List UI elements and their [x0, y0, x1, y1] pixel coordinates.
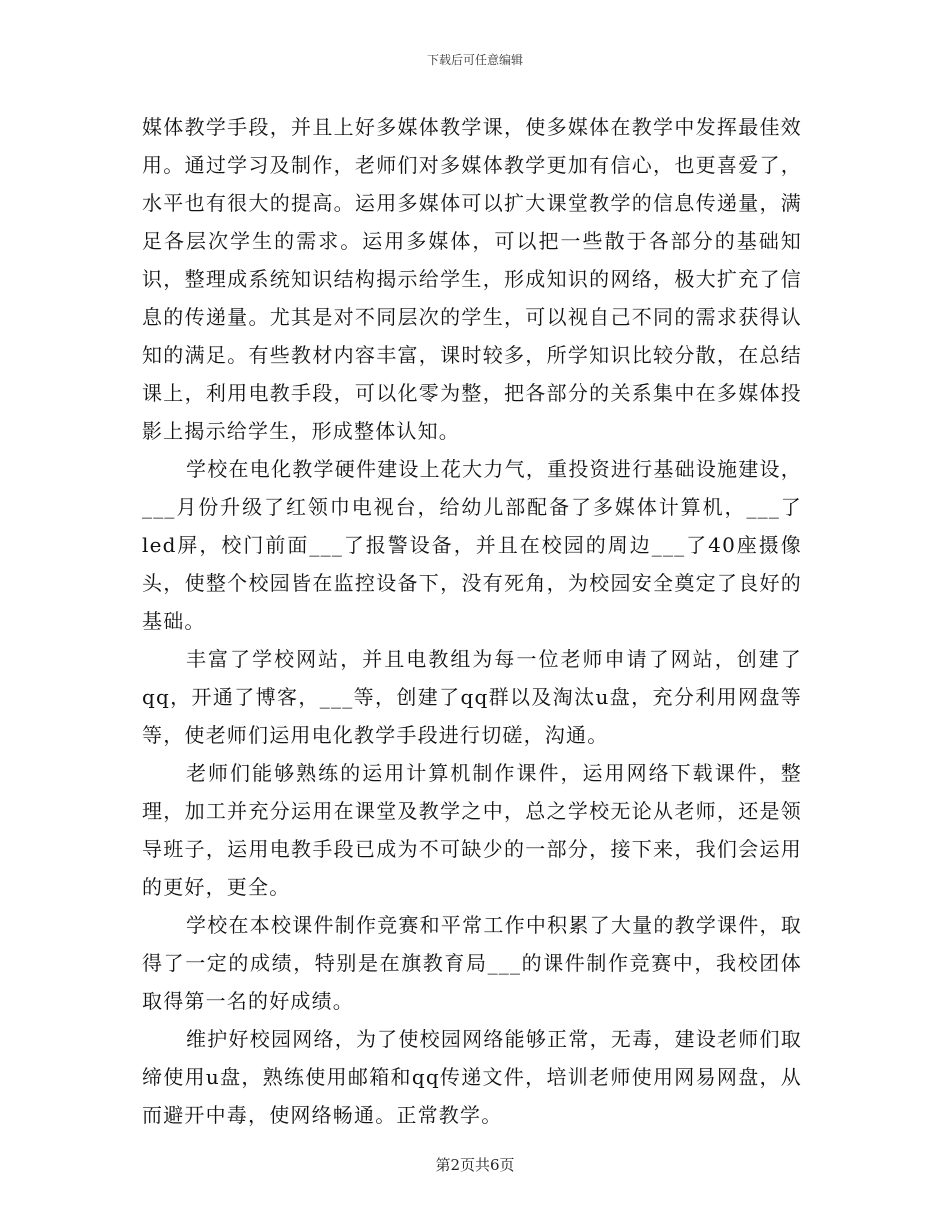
page-number: 第2页共6页: [435, 1156, 515, 1174]
paragraph-courseware-skills: 老师们能够熟练的运用计算机制作课件，运用网络下载课件，整理，加工并充分运用在课堂及教学之中，总之学校无论从老师，还是领导班子，运用电教手段已成为不可缺少的一部分，接下来，我们会运用的更好，更全。: [142, 761, 802, 899]
paragraph-network-maintenance: 维护好校园网络，为了使校园网络能够正常，无毒，建设老师们取缔使用u盘，熟练使用邮箱和qq传递文件，培训老师使用网易网盘，从而避开中毒，使网络畅通。正常教学。: [142, 1027, 802, 1127]
paragraph-hardware-construction: 学校在电化教学硬件建设上花大力气，重投资进行基础设施建设，___月份升级了红领巾电视台，给幼儿部配备了多媒体计算机，___了led屏，校门前面___了报警设备，并且在校园的周边___了40座摄像头，使整个校园皆在监控设备下，没有死角，为校园安全奠定了良好的基础。: [142, 457, 802, 633]
paragraph-school-website: 丰富了学校网站，并且电教组为每一位老师申请了网站，创建了qq，开通了博客，___等，创建了qq群以及淘汰u盘，充分利用网盘等等，使老师们运用电化教学手段进行切磋，沟通。: [142, 647, 802, 747]
document-body: [142, 108, 802, 1134]
paragraph-courseware-competition: 学校在本校课件制作竞赛和平常工作中积累了大量的教学课件，取得了一定的成绩，特别是在旗教育局___的课件制作竞赛中，我校团体取得第一名的好成绩。: [142, 913, 802, 1013]
page-header-note: 下载后可任意编辑: [426, 53, 523, 67]
paragraph-multimedia-teaching: 媒体教学手段，并且上好多媒体教学课，使多媒体在教学中发挥最佳效用。通过学习及制作，老师们对多媒体教学更加有信心，也更喜爱了，水平也有很大的提高。运用多媒体可以扩大课堂教学的信息传递量，满足各层次学生的需求。运用多媒体，可以把一些散于各部分的基础知识，整理成系统知识结构揭示给学生，形成知识的网络，极大扩充了信息的传递量。尤其是对不同层次的学生，可以视自己不同的需求获得认知的满足。有些教材内容丰富，课时较多，所学知识比较分散，在总结课上，利用电教手段，可以化零为整，把各部分的关系集中在多媒体投影上揭示给学生，形成整体认知。: [142, 115, 802, 443]
